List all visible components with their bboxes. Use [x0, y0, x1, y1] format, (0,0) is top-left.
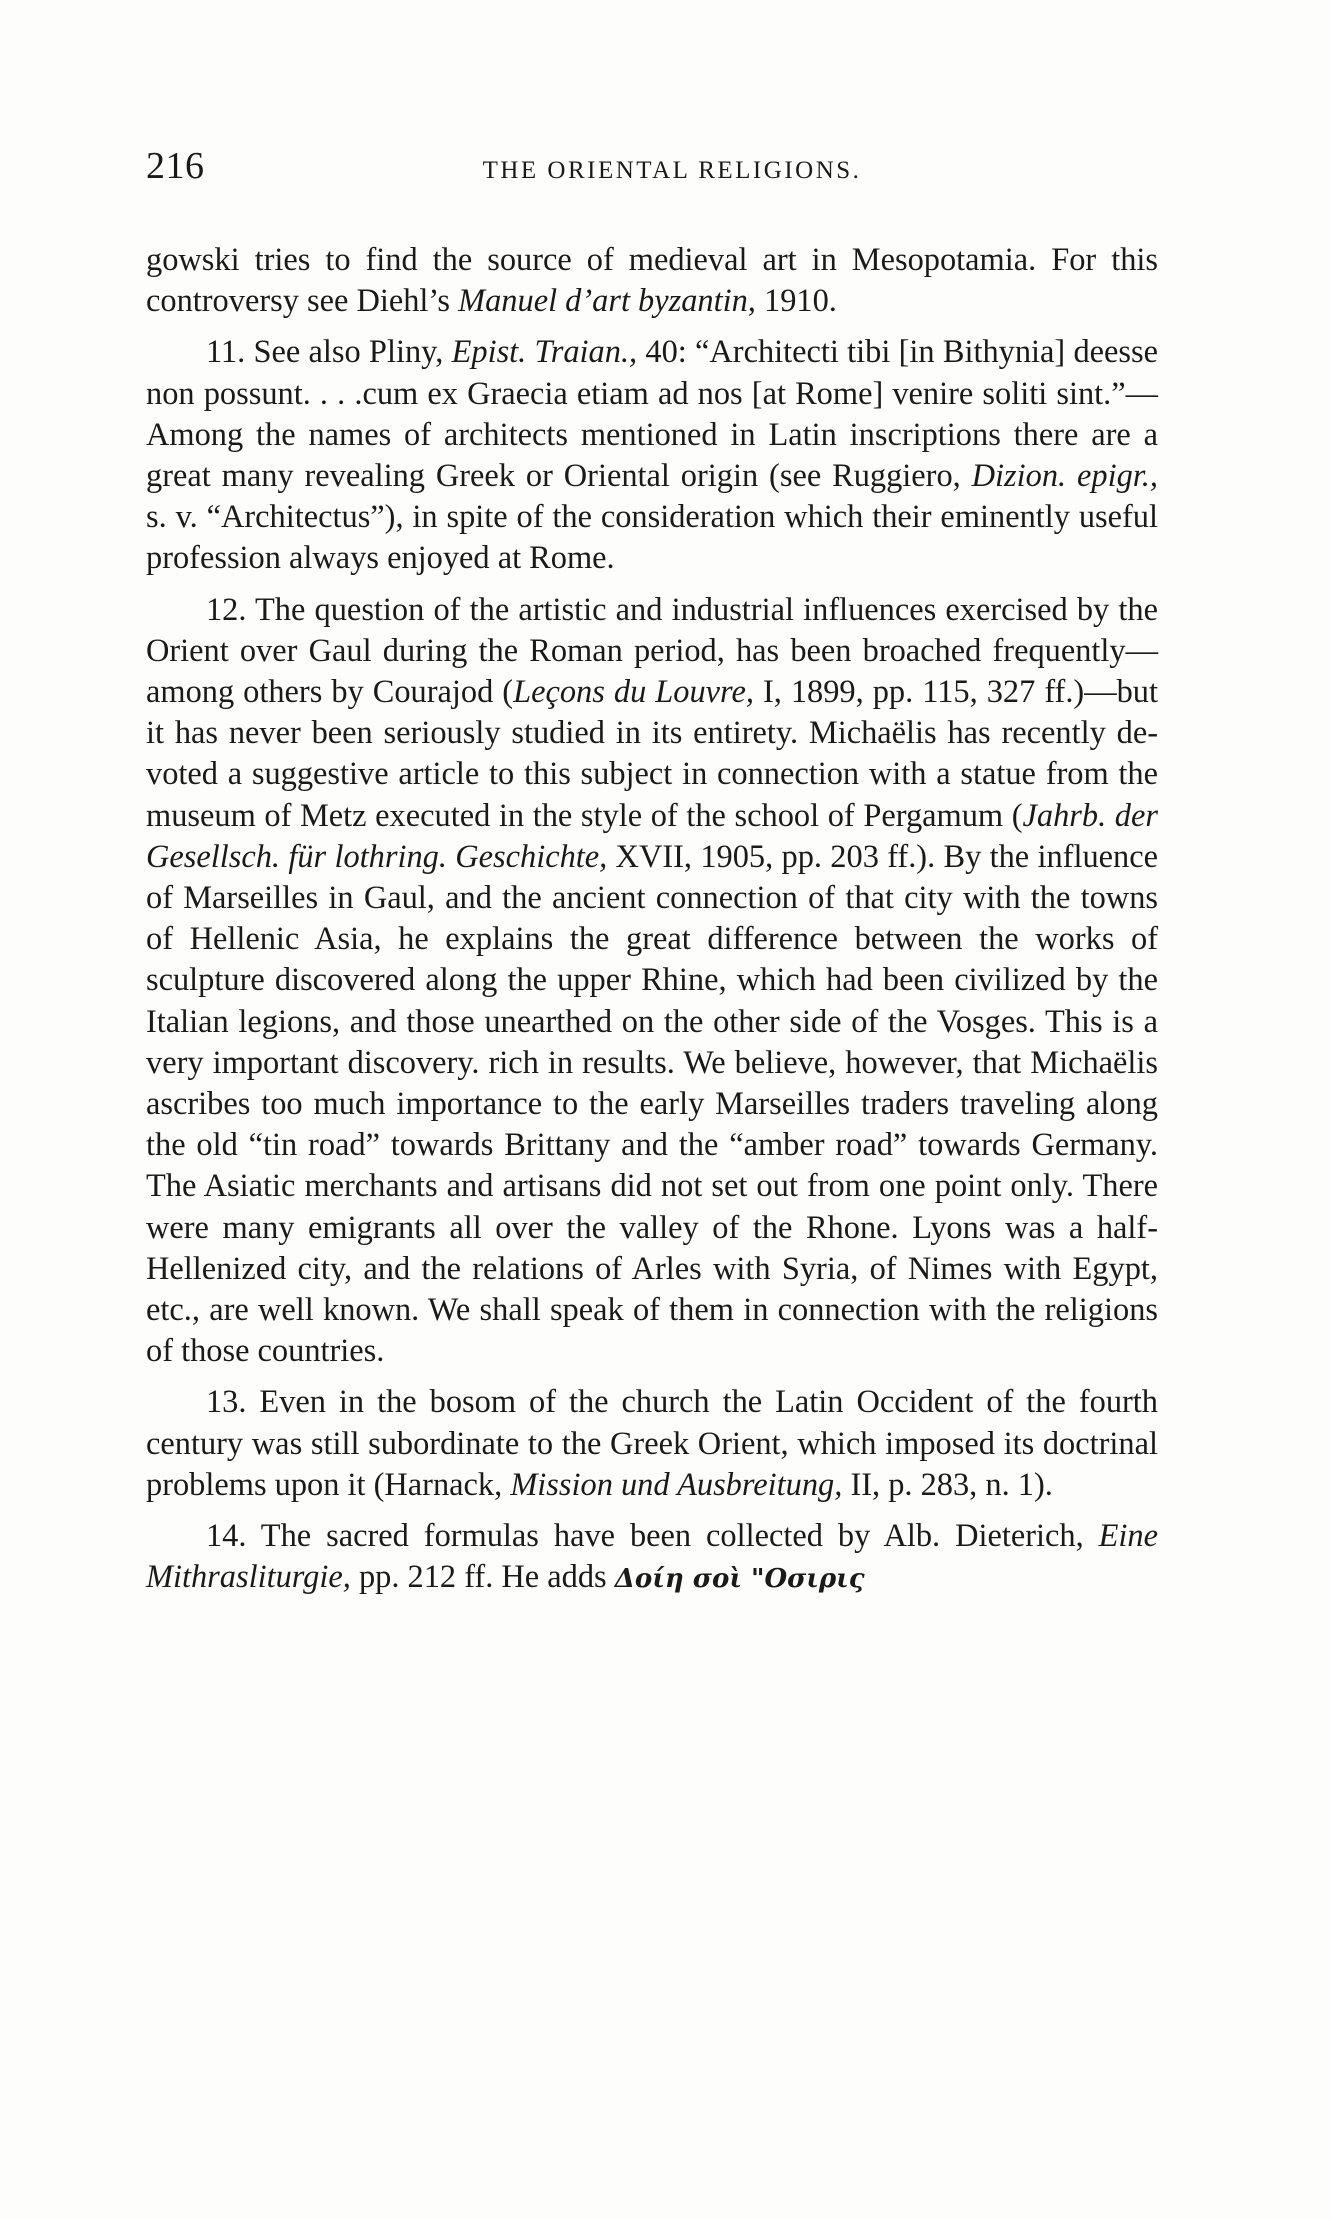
note-text: I, 1899, pp. 115, 327 ff.)—but it has never been seriously studied in its entirety. Michaëlis has recently devoted a suggestive article to this subject in connection with a statue from the museum of Metz executed in the style of the school of Pergamum ( [146, 674, 1158, 834]
note-italic: Mission und Ausbreitung, [510, 1466, 843, 1503]
note-text: II, p. 283, n. 1). [842, 1466, 1053, 1503]
note-number: 13. [205, 1384, 247, 1421]
note-italic: Manuel d’art byzantin, [458, 283, 756, 320]
note-number: 14. [205, 1518, 247, 1555]
note-italic: Jahrb. der Gesellsch. für lothring. Geschichte, [146, 797, 1158, 875]
note-italic: Dizion. epigr., [971, 458, 1158, 495]
note-text: 1910. [755, 283, 837, 320]
note-11 [146, 332, 1158, 579]
note-13 [146, 1382, 1158, 1506]
running-head [146, 140, 1158, 200]
note-text: The question of the artistic and industrial influences exercised by the Orient over Gaul during the Roman period, has been broached frequently—among others by Courajod ( [146, 591, 1158, 711]
note-text: See also Pliny, [245, 334, 452, 371]
note-number: 11. [205, 334, 246, 371]
page-number: 216 [146, 145, 205, 187]
running-title: THE ORIENTAL RELIGIONS. [482, 157, 862, 184]
notes-body [146, 240, 1158, 1601]
note-number: 12. [205, 591, 247, 628]
note-text: XVII, 1905, pp. 203 ff.). By the influence of Marseilles in Gaul, and the ancient connection of that city with the towns of Hellenic Asia, he explains the great difference between the works of sculpture discovered along the upper Rhine, which had been civilized by the Italian legions, and those unearthed on the other side of the Vosges. This is a very important discovery. rich in results. We believe, however, that Michaëlis ascribes too much importance to the early Marseilles traders traveling along the old “tin road” towards Brittany and the “amber road” towards Germany. The Asiatic merchants and artisans did not set out from one point only. There were many emigrants all over the valley of the Rhone. Lyons was a half-Hellenized city, and the relations of Arles with Syria, of Nimes with Egypt, etc., are well known. We shall speak of them in connection with the religions of those countries. [146, 838, 1158, 1370]
note-text: s. v. “Architectus”), in spite of the consideration which their eminently useful profession always enjoyed at Rome. [146, 499, 1158, 577]
book-page [146, 140, 1158, 1611]
greek-phrase: Δοίη σοὶ "Οσιρις [614, 1564, 865, 1595]
note-text: gowski tries to find the source of medieval art in Mesopotamia. For this controversy see Diehl’s [146, 242, 1158, 320]
note-text: pp. 212 ff. He adds [350, 1559, 615, 1596]
note-italic: Eine Mithrasliturgie, [146, 1518, 1158, 1596]
note-text: The sacred formulas have been collected by Alb. Dieterich, [246, 1518, 1099, 1555]
note-continuation [146, 240, 1158, 322]
note-italic: Epist. Traian., [451, 334, 638, 371]
note-14 [146, 1516, 1158, 1600]
note-text: Even in the bosom of the church the Latin Occident of the fourth century was still subordinate to the Greek Orient, which imposed its doctrinal problems upon it (Harnack, [146, 1384, 1158, 1503]
note-12 [146, 590, 1158, 1373]
note-italic: Leçons du Louvre, [513, 674, 754, 711]
note-text: 40: “Architecti tibi [in Bithynia] deesse non possunt. . . .cum ex Graecia etiam ad nos [at Rome] venire soliti sint.”—Among the names of architects mentioned in Latin inscriptions there are a great many revealing Greek or Oriental origin (see Ruggiero, [146, 334, 1158, 495]
